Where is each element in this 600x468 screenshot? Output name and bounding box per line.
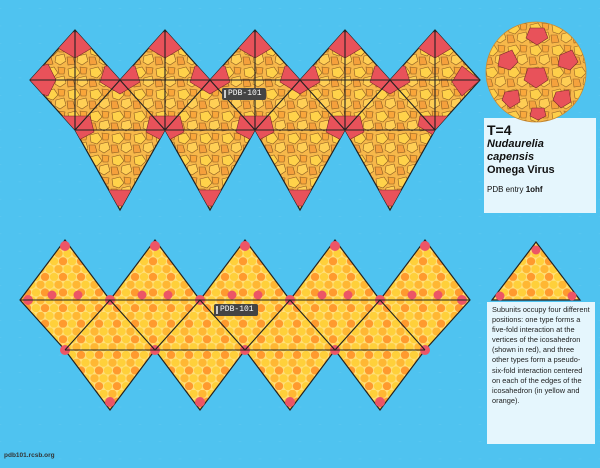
virus-name: Omega Virus xyxy=(487,164,555,176)
description-text: Subunits occupy four different positions: one type forms a five-fold interaction at the vertices of the icosahedron (shown in red), and three other types form a pseudo-six-fold interaction centered on each of the edges of the icosahedron (in yellow and orange). xyxy=(492,305,590,405)
footer-url[interactable]: pdb101.rcsb.org xyxy=(4,452,55,459)
pdb101-logo-text: PDB-101 xyxy=(220,305,254,314)
pdb101-logo-text: PDB-101 xyxy=(228,89,262,98)
triangulation-title: T=4 xyxy=(487,122,512,138)
pdb101-logo-top xyxy=(222,88,266,100)
pdb101-logo-bottom xyxy=(214,304,258,316)
virus-capsid-image xyxy=(486,22,586,122)
title-panel xyxy=(487,122,591,194)
pdb-entry-prefix: PDB entry xyxy=(487,185,524,194)
pdb-entry xyxy=(487,185,591,194)
species-name: Nudaurelia capensis xyxy=(487,138,544,163)
pdb-entry-id: 1ohf xyxy=(525,185,543,194)
